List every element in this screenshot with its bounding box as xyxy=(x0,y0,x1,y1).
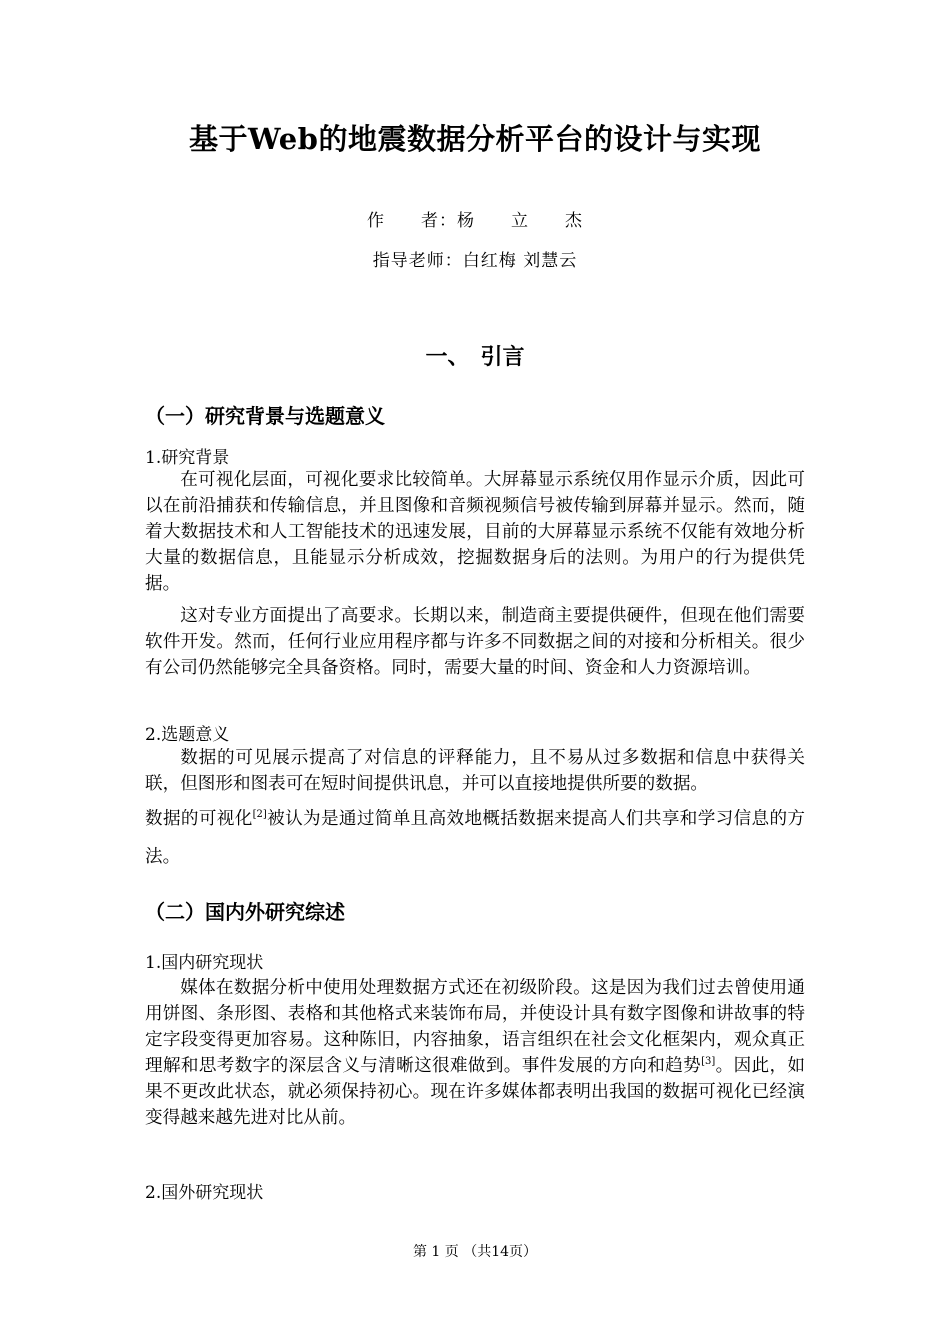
chapter-heading: 一、 引言 xyxy=(425,344,525,370)
paragraph-text: 媒体在数据分析中使用处理数据方式还在初级阶段。这是因为我们过去曾使用通用饼图、条形图、表格和其他格式来装饰布局，并使设计具有数字图像和讲故事的特定字段变得更加容易。这种陈旧，内容抽象，语言组织在社会文化框架内，观众真正理解和思考数字的深层含义与清晰这很难做到。事件发展的方向和趋势 xyxy=(145,978,805,1076)
section-heading-background: （一）研究背景与选题意义 xyxy=(145,404,385,428)
advisor-line: 指导老师：白红梅 刘慧云 xyxy=(372,251,578,271)
subsection-heading-domestic: 1.国内研究现状 xyxy=(145,953,264,973)
paragraph-domestic xyxy=(145,975,805,1131)
subsection-heading-foreign: 2.国外研究现状 xyxy=(145,1183,264,1203)
subsection-heading-significance: 2.选题意义 xyxy=(145,725,230,745)
citation-ref: [2] xyxy=(252,809,267,821)
paragraph-background-1: 在可视化层面，可视化要求比较简单。大屏幕显示系统仅用作显示介质，因此可以在前沿捕获和传输信息，并且图像和音频视频信号被传输到屏幕并显示。然而，随着大数据技术和人工智能技术的迅速发展，目前的大屏幕显示系统不仅能有效地分析大量的数据信息，且能显示分析成效，挖掘数据身后的法则。为用户的行为提供凭据。 xyxy=(145,470,805,594)
page-footer: 第 1 页 （共14页） xyxy=(412,1244,538,1260)
paragraph-text: 。因此，如果不更改此状态，就必须保持初心。现在许多媒体都表明出我国的数据可视化已经演变得越来越先进对比从前。 xyxy=(145,1056,805,1128)
subsection-heading-background: 1.研究背景 xyxy=(145,448,230,468)
paragraph-significance-2 xyxy=(145,800,805,876)
section-heading-review: （二）国内外研究综述 xyxy=(145,900,345,924)
author-line: 作 者：杨 立 杰 xyxy=(367,211,583,231)
paragraph-text: 数据的可视化 xyxy=(145,809,253,829)
paragraph-significance-1: 数据的可见展示提高了对信息的评释能力，且不易从过多数据和信息中获得关联，但图形和图表可在短时间提供讯息，并可以直接地提供所要的数据。 xyxy=(145,748,805,794)
paragraph-text: 被认为是通过简单且高效地概括数据来提高人们共享和学习信息的方法。 xyxy=(145,809,805,867)
document-title: 基于Web的地震数据分析平台的设计与实现 xyxy=(189,122,761,156)
paragraph-background-2: 这对专业方面提出了高要求。长期以来，制造商主要提供硬件，但现在他们需要软件开发。然而，任何行业应用程序都与许多不同数据之间的对接和分析相关。很少有公司仍然能够完全具备资格。同时，需要大量的时间、资金和人力资源培训。 xyxy=(145,606,805,678)
citation-ref: [3] xyxy=(701,1056,716,1068)
